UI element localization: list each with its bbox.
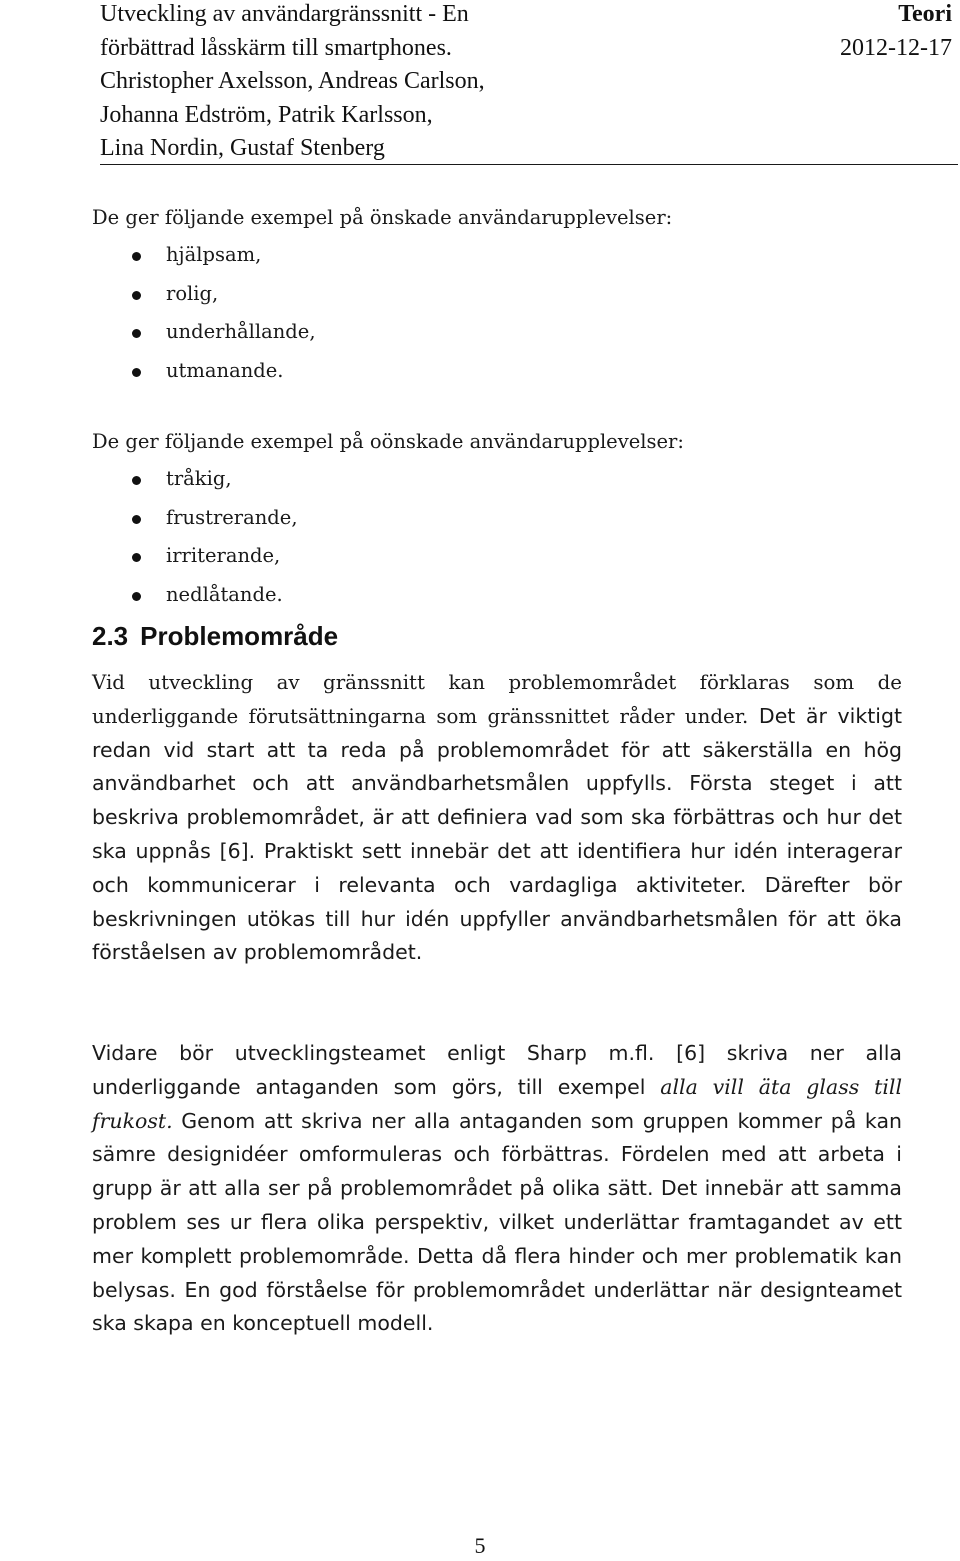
list-item: irriterande,	[92, 537, 902, 576]
section-number: 2.3	[92, 621, 129, 651]
paragraph2-before-italic: Vidare bör utvecklingsteamet enligt Sharp m.fl. [6] skriva ner alla underliggande antaganden som görs, till exempel	[92, 1041, 902, 1099]
page-header	[100, 0, 958, 165]
header-authors-line-3: Lina Nordin, Gustaf Stenberg	[100, 135, 385, 161]
header-authors-line-2: Johanna Edström, Patrik Karlsson,	[100, 101, 433, 128]
list-item: rolig,	[92, 275, 902, 314]
list-item: tråkig,	[92, 460, 902, 499]
undesired-list	[92, 460, 902, 615]
undesired-experiences	[92, 424, 902, 615]
undesired-intro: De ger följande exempel på oönskade användarupplevelser:	[92, 430, 684, 453]
paragraph1-rest: Det är viktigt redan vid start att ta reda på problemområdet för att säkerställa en hög användbarhet och att användbarhetsmålen uppfylls. Första steget i att beskriva problemområdet, är att definiera vad som ska förbättras och hur det ska uppnås [6]. Praktiskt sett innebär det att identifiera hur idén interagerar och kommunicerar i relevanta och vardagliga aktiviteter. Därefter bör beskrivningen utökas till hur idén uppfyller användbarhetsmålen för att öka förståelsen av problemområdet.	[92, 703, 902, 965]
list-item: utmanande.	[92, 352, 902, 391]
header-authors-line-1: Christopher Axelsson, Andreas Carlson,	[100, 68, 485, 94]
desired-list	[92, 236, 902, 391]
desired-experiences	[92, 200, 902, 391]
header-date: 2012-12-17	[840, 34, 952, 61]
list-item: underhållande,	[92, 313, 902, 352]
page-number: 5	[474, 1533, 486, 1558]
section-heading	[92, 621, 338, 652]
header-section-tag: Teori	[898, 1, 952, 27]
list-item: frustrerande,	[92, 499, 902, 538]
paragraph2-after-italic: Genom att skriva ner alla antaganden som gruppen kommer på kan sämre designidéer omformuleras och förbättras. Fördelen med att arbeta i grupp är att alla ser på problemområdet på olika sätt. Det innebär att samma problem ses ur flera olika perspektiv, vilket underlättar framtagandet av ett mer komplett problemområde. Detta då flera hinder och mer problematik kan belysas. En god förståelse för problemområdet underlättar när designteamet ska skapa en konceptuell modell.	[92, 1108, 902, 1336]
paragraph-problem-area	[92, 666, 902, 970]
paragraph1-lead: Vid utveckling av gränssnitt kan problemområdet förklaras som de underliggande förutsättningarna som gränssnittet råder under.	[92, 671, 902, 728]
header-title-line-1: Utveckling av användargränssnitt - En	[100, 1, 469, 27]
list-item: hjälpsam,	[92, 236, 902, 275]
paragraph-assumptions	[92, 1037, 902, 1341]
header-title-line-2: förbättrad låsskärm till smartphones.	[100, 34, 452, 61]
list-item: nedlåtande.	[92, 576, 902, 615]
paragraph2-example-italic: alla vill äta glass till frukost.	[92, 1074, 902, 1133]
section-title: Problemområde	[140, 621, 339, 651]
header-meta	[840, 0, 952, 65]
desired-intro: De ger följande exempel på önskade användarupplevelser:	[92, 206, 673, 229]
header-title-block	[100, 0, 700, 166]
